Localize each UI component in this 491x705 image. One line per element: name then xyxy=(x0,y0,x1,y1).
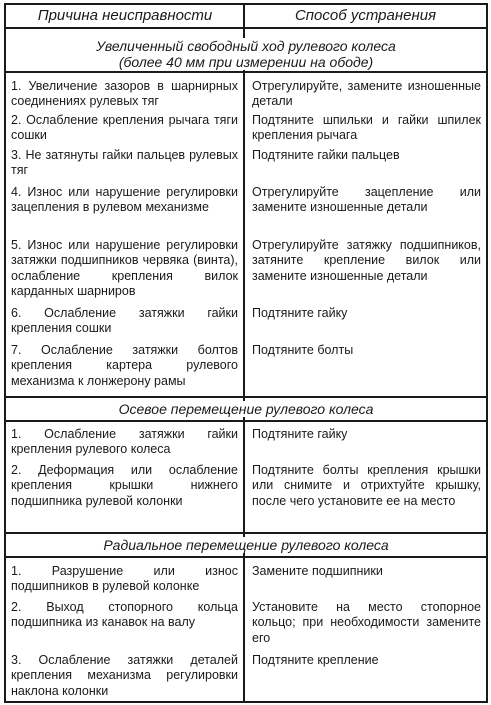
cause-cell: 3. Ослабление затяжки деталей крепления механизма регулировки наклона колонки xyxy=(11,653,238,698)
section-title-free-play xyxy=(6,38,486,70)
remedy-cell: Отрегулируйте зацепление или замените изношенные детали xyxy=(252,185,481,215)
cause-cell: 2. Ослабление крепления рычага тяги сошки xyxy=(11,113,238,143)
section-divider xyxy=(4,396,488,398)
cause-cell: 4. Износ или нарушение регулировки зацепления в рулевом механизме xyxy=(11,185,238,215)
cause-cell: 5. Износ или нарушение регулировки затяжки подшипников червяка (винта), ослабление крепления вилок карданных шарниров xyxy=(11,238,238,298)
remedy-cell: Отрегулируйте затяжку подшипников, затяните крепление вилок или замените изношенные детали xyxy=(252,238,481,283)
cause-cell: 1. Ослабление затяжки гайки крепления рулевого колеса xyxy=(11,427,238,457)
remedy-cell: Подтяните болты крепления крышки или снимите и отрихтуйте крышку, после чего установите ее на место xyxy=(252,463,481,508)
section-divider xyxy=(4,420,488,422)
cause-cell: 6. Ослабление затяжки гайки крепления сошки xyxy=(11,306,238,336)
section-divider xyxy=(4,71,488,73)
remedy-cell: Подтяните гайку xyxy=(252,427,348,441)
section-title-axial xyxy=(6,401,486,417)
cause-cell: 1. Разрушение или износ подшипников в рулевой колонке xyxy=(11,564,238,594)
cause-cell: 7. Ослабление затяжки болтов крепления картера рулевого механизма к лонжерону рамы xyxy=(11,343,238,388)
section-title-line: Радиальное перемещение рулевого колеса xyxy=(103,537,389,553)
remedy-cell: Отрегулируйте, замените изношенные детали xyxy=(252,79,481,109)
section-title-radial xyxy=(6,537,486,553)
remedy-cell: Подтяните гайку xyxy=(252,306,348,320)
remedy-cell: Подтяните гайки пальцев xyxy=(252,148,400,162)
cause-column-header: Причина неисправности xyxy=(37,7,213,24)
remedy-cell: Подтяните шпильки и гайки шпилек крепления рычага xyxy=(252,113,481,143)
section-title-line: Увеличенный свободный ход рулевого колеса xyxy=(96,38,396,54)
cause-cell: 3. Не затянуты гайки пальцев рулевых тяг xyxy=(11,148,238,178)
remedy-cell: Замените подшипники xyxy=(252,564,383,578)
section-title-line: (более 40 мм при измерении на ободе) xyxy=(118,54,374,70)
remedy-column-header: Способ устранения xyxy=(294,7,437,24)
cause-cell: 2. Выход стопорного кольца подшипника из канавок на валу xyxy=(11,600,238,630)
cause-cell: 1. Увеличение зазоров в шарнирных соединениях рулевых тяг xyxy=(11,79,238,109)
remedy-cell: Установите на место стопорное кольцо; при необходимости замените его xyxy=(252,600,481,645)
remedy-cell: Подтяните болты xyxy=(252,343,354,357)
cause-cell: 2. Деформация или ослабление крепления крышки нижнего подшипника рулевой колонки xyxy=(11,463,238,508)
section-title-line: Осевое перемещение рулевого колеса xyxy=(118,401,374,417)
remedy-cell: Подтяните крепление xyxy=(252,653,379,667)
section-divider xyxy=(4,556,488,558)
table-header xyxy=(4,3,488,29)
section-divider xyxy=(4,532,488,534)
column-divider xyxy=(243,3,245,703)
